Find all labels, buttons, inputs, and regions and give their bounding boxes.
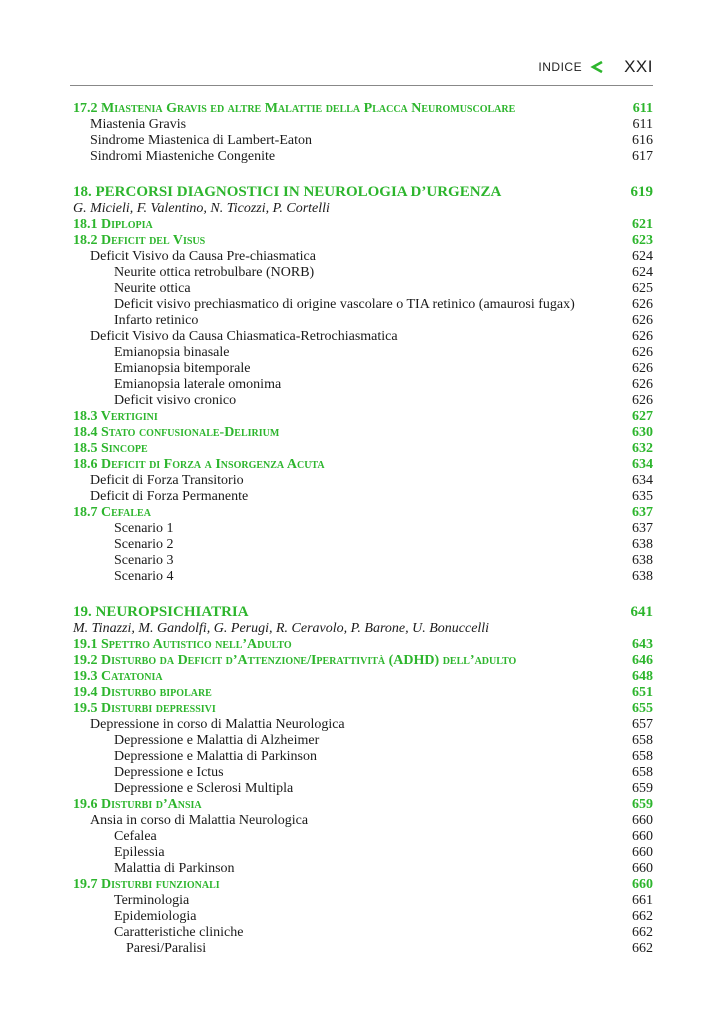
entry-title: 18.7 Cefalea [73,505,151,520]
entry-title: Scenario 1 [114,521,174,536]
entry-page-number: 621 [632,217,653,232]
subsection-entry[interactable] [70,925,653,941]
entry-title: 19. NEUROPSICHIATRIA [73,604,249,620]
subsection-entry[interactable] [70,717,653,733]
section-entry[interactable] [70,637,653,653]
entry-title: 19.1 Spettro Autistico nell’Adulto [73,637,292,652]
entry-title: Caratteristiche cliniche [114,925,244,940]
entry-title: Deficit di Forza Transitorio [90,473,244,488]
subsection-entry[interactable] [70,329,653,345]
entry-title: Scenario 4 [114,569,174,584]
header-label: INDICE [538,60,583,74]
subsection-entry[interactable] [70,133,653,149]
subsection-entry[interactable] [70,249,653,265]
entry-page-number: 626 [632,313,653,328]
subsection-entry[interactable] [70,813,653,829]
entry-title: 19.5 Disturbi depressivi [73,701,216,716]
entry-title: Neurite ottica [114,281,191,296]
subsection-entry[interactable] [70,893,653,909]
entry-page-number: 648 [632,669,653,684]
entry-page-number: 646 [632,653,653,668]
entry-title: Cefalea [114,829,157,844]
entry-page-number: 626 [632,329,653,344]
section-entry[interactable] [70,685,653,701]
entry-page-number: 634 [632,473,653,488]
entry-page-number: 659 [632,781,653,796]
entry-title: Neurite ottica retrobulbare (NORB) [114,265,315,280]
entry-page-number: 626 [632,361,653,376]
section-entry[interactable] [70,877,653,893]
entry-page-number: 626 [632,393,653,408]
entry-title: 17.2 Miastenia Gravis ed altre Malattie della Placca Neuromuscolare [73,101,516,116]
entry-page-number: 617 [632,149,653,164]
entry-title: Deficit di Forza Permanente [90,489,249,504]
entry-page-number: 661 [632,893,653,908]
entry-page-number: 638 [632,569,653,584]
chapter-entry[interactable] [70,183,653,201]
entry-title: Depressione e Sclerosi Multipla [114,781,294,796]
page-header [538,55,653,79]
subsection-entry[interactable] [70,829,653,845]
entry-page-number: 662 [632,941,653,956]
entry-page-number: 637 [632,505,653,520]
entry-title: Miastenia Gravis [90,117,187,132]
entry-title: 19.4 Disturbo bipolare [73,685,212,700]
entry-page-number: 660 [632,877,653,892]
section-entry[interactable] [70,233,653,249]
entry-page-number: 659 [632,797,653,812]
entry-page-number: 658 [632,749,653,764]
entry-title: Deficit visivo prechiasmatico di origine vascolare o TIA retinico (amaurosi fugax) [114,297,575,312]
entry-page-number: 630 [632,425,653,440]
entry-page-number: 643 [632,637,653,652]
section-gap [70,165,653,183]
entry-title: Paresi/Paralisi [126,941,207,956]
entry-page-number: 660 [632,813,653,828]
entry-page-number: 624 [632,265,653,280]
entry-title: 19.3 Catatonia [73,669,163,684]
entry-title: Depressione in corso di Malattia Neurologica [90,717,345,732]
entry-title: Sindrome Miastenica di Lambert-Eaton [90,133,312,148]
entry-page-number: 626 [632,297,653,312]
entry-title: Sindromi Miasteniche Congenite [90,149,276,164]
section-gap [70,585,653,603]
chevron-left-icon [590,60,604,74]
entry-title: Deficit Visivo da Causa Pre-chiasmatica [90,249,316,264]
subsection-entry[interactable] [70,345,653,361]
entry-page-number: 651 [632,685,653,700]
entry-page-number: 627 [632,409,653,424]
subsection-entry[interactable] [70,473,653,489]
entry-page-number: 623 [632,233,653,248]
entry-page-number: 619 [630,184,653,200]
entry-title: 18.3 Vertigini [73,409,158,424]
section-entry[interactable] [70,217,653,233]
entry-title: Scenario 2 [114,537,174,552]
subsection-entry[interactable] [70,861,653,877]
subsection-entry[interactable] [70,749,653,765]
subsection-entry[interactable] [70,909,653,925]
entry-page-number: 638 [632,553,653,568]
section-entry[interactable] [70,457,653,473]
entry-title: Epidemiologia [114,909,197,924]
section-entry[interactable] [70,101,653,117]
section-entry[interactable] [70,669,653,685]
entry-title: Epilessia [114,845,165,860]
entry-title: Terminologia [114,893,190,908]
entry-page-number: 637 [632,521,653,536]
subsection-entry[interactable] [70,393,653,409]
entry-page-number: 616 [632,133,653,148]
subsection-entry[interactable] [70,377,653,393]
entry-title: Depressione e Malattia di Parkinson [114,749,317,764]
entry-page-number: 634 [632,457,653,472]
entry-page-number: 660 [632,845,653,860]
entry-page-number: 611 [632,117,653,132]
entry-page-number: 658 [632,733,653,748]
entry-page-number: 626 [632,345,653,360]
entry-title: 18.1 Diplopia [73,217,153,232]
entry-title: 18.4 Stato confusionale-Delirium [73,425,280,440]
section-entry[interactable] [70,441,653,457]
entry-title: 18.2 Deficit del Visus [73,233,206,248]
entry-page-number: 624 [632,249,653,264]
subsection-entry[interactable] [70,521,653,537]
entry-page-number: 655 [632,701,653,716]
section-entry[interactable] [70,653,653,669]
table-of-contents [70,101,653,957]
subsection-entry[interactable] [70,845,653,861]
header-rule [70,85,653,86]
subsection-entry[interactable] [70,281,653,297]
entry-title: Scenario 3 [114,553,174,568]
entry-page-number: 625 [632,281,653,296]
entry-page-number: 662 [632,909,653,924]
entry-title: 18.6 Deficit di Forza a Insorgenza Acuta [73,457,325,472]
entry-page-number: 660 [632,861,653,876]
entry-title: Emianopsia binasale [114,345,230,360]
section-entry[interactable] [70,425,653,441]
entry-page-number: 635 [632,489,653,504]
entry-title: 18.5 Sincope [73,441,148,456]
entry-page-number: 657 [632,717,653,732]
entry-title: Emianopsia bitemporale [114,361,251,376]
subsection-entry[interactable] [70,297,653,313]
chapter-authors: G. Micieli, F. Valentino, N. Ticozzi, P. Cortelli [73,201,330,216]
subsection-entry[interactable] [70,489,653,505]
entry-title: Depressione e Ictus [114,765,224,780]
section-entry[interactable] [70,797,653,813]
entry-title: Deficit Visivo da Causa Chiasmatica-Retrochiasmatica [90,329,398,344]
entry-title: Malattia di Parkinson [114,861,235,876]
entry-page-number: 660 [632,829,653,844]
section-entry[interactable] [70,505,653,521]
entry-title: Ansia in corso di Malattia Neurologica [90,813,309,828]
subsection-entry[interactable] [70,733,653,749]
entry-page-number: 662 [632,925,653,940]
entry-title: 18. PERCORSI DIAGNOSTICI IN NEUROLOGIA D’URGENZA [73,184,502,200]
entry-page-number: 638 [632,537,653,552]
entry-title: Deficit visivo cronico [114,393,237,408]
entry-page-number: 611 [632,101,653,116]
subsection-entry[interactable] [70,765,653,781]
chapter-authors: M. Tinazzi, M. Gandolfi, G. Perugi, R. Ceravolo, P. Barone, U. Bonuccelli [73,621,490,636]
entry-title: Emianopsia laterale omonima [114,377,282,392]
subsection-entry[interactable] [70,361,653,377]
entry-page-number: 641 [630,604,653,620]
subsection-entry[interactable] [70,149,653,165]
chapter-entry[interactable] [70,603,653,621]
entry-title: 19.7 Disturbi funzionali [73,877,220,892]
subsection-entry[interactable] [70,569,653,585]
subsection-entry[interactable] [70,537,653,553]
subsection-entry[interactable] [70,117,653,133]
entry-title: 19.2 Disturbo da Deficit d’Attenzione/Iperattività (ADHD) dell’adulto [73,653,517,668]
entry-title: 19.6 Disturbi d’Ansia [73,797,202,812]
section-entry[interactable] [70,409,653,425]
subsection-entry[interactable] [70,781,653,797]
entry-page-number: 658 [632,765,653,780]
entry-page-number: 626 [632,377,653,392]
subsection-entry[interactable] [70,265,653,281]
entry-title: Depressione e Malattia di Alzheimer [114,733,320,748]
subsection-entry[interactable] [70,553,653,569]
subsection-entry[interactable] [70,941,653,957]
entry-page-number: 632 [632,441,653,456]
entry-title: Infarto retinico [114,313,199,328]
section-entry[interactable] [70,701,653,717]
header-page-number: XXI [624,57,653,76]
subsection-entry[interactable] [70,313,653,329]
